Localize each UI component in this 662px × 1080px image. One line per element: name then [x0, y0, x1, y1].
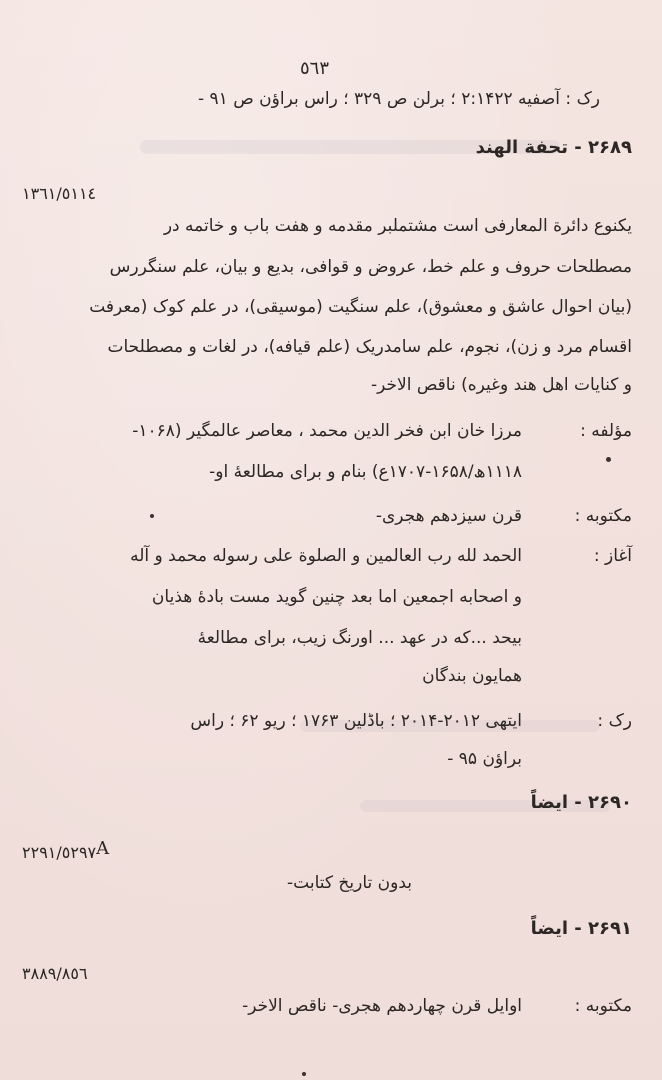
- author-value: ۱۱۱۸ھ/۱۶۵۸-۱۷۰۷ع) بنام و برای مطالعهٔ او-: [209, 462, 522, 482]
- ink-speck: [150, 514, 154, 518]
- field-label-opening: آغاز :: [593, 546, 632, 566]
- copy-value: قرن سیزدهم هجری-: [375, 506, 522, 526]
- field-label-ref: رک :: [597, 711, 632, 731]
- field-label-copy: مکتوبه :: [574, 506, 632, 526]
- catalog-suffix: A: [96, 838, 111, 859]
- entry-number: ۲۶۹۰: [588, 792, 632, 813]
- catalog-code: ١٣٦١/٥١١٤: [22, 184, 97, 203]
- entry-heading: ۲۶۹۱ - ایضاً: [530, 918, 632, 939]
- opening-line: همایون بندگان: [422, 666, 522, 686]
- catalog-code: ٢٢٩١/٥٢٩٧A: [22, 838, 111, 862]
- description-line: اقسام مرد و زن)، نجوم، علم سامدریک (علم قیافه)، در لغات و مصطلحات: [107, 337, 632, 357]
- description-line: مصطلحات حروف و علم خط، عروض و قوافی، بدیع و بیان، علم سنگررس: [109, 257, 632, 277]
- entry-number: ۲۶۹۱: [588, 918, 632, 939]
- ref-value: براؤن ۹۵ -: [447, 749, 522, 769]
- field-label-copy: مکتوبه :: [574, 996, 632, 1016]
- catalog-code: ٣٨٨٩/٨٥٦: [22, 964, 88, 983]
- author-value: مرزا خان ابن فخر الدین محمد ، معاصر عالمگیر (۱۰۶۸-: [132, 421, 522, 441]
- entry-title: تحفة الهند: [475, 137, 569, 158]
- copy-value: اوایل قرن چهاردهم هجری- ناقص الاخر-: [242, 996, 522, 1016]
- entry-heading: ۲۶۹۰ - ایضاً: [530, 792, 632, 813]
- description-line: و کنایات اهل هند وغیره) ناقص الاخر-: [371, 375, 632, 395]
- description-line: (بیان احوال عاشق و معشوق)، علم سنگیت (موسیقی)، در علم کوک (معرفت: [89, 297, 632, 317]
- page-number: ٥٦٣: [300, 58, 330, 79]
- description-line: یکنوع دائرة المعارفی است مشتملبر مقدمه و هفت باب و خاتمه در: [163, 216, 632, 236]
- ink-speck: [302, 1072, 306, 1076]
- note-line: بدون تاریخ کتابت-: [287, 873, 412, 893]
- ink-speck: [606, 457, 611, 462]
- entry-title: ایضاً: [530, 918, 569, 939]
- entry-title: ایضاً: [530, 792, 569, 813]
- ref-value: ایتهی ۲۰۱۲-۲۰۱۴ ؛ باڈلین ۱۷۶۳ ؛ ریو ۶۲ ؛ راس: [190, 711, 522, 731]
- opening-line: بیحد ...که در عهد ... اورنگ زیب، برای مطالعهٔ: [197, 628, 522, 648]
- field-label-author: مؤلفه :: [580, 421, 632, 441]
- opening-line: و اصحابه اجمعین اما بعد چنین گوید مست بادهٔ هذیان: [151, 587, 522, 607]
- reference-line: رک : آصفیه ۲:۱۴۲۲ ؛ برلن ص ۳۲۹ ؛ راس براؤن ص ۹۱ -: [198, 89, 600, 109]
- opening-line: الحمد لله رب العالمین و الصلوة علی رسوله محمد و آله: [130, 546, 522, 566]
- entry-number: ۲۶۸۹: [588, 137, 632, 158]
- entry-heading: ۲۶۸۹ - تحفة الهند: [475, 137, 632, 158]
